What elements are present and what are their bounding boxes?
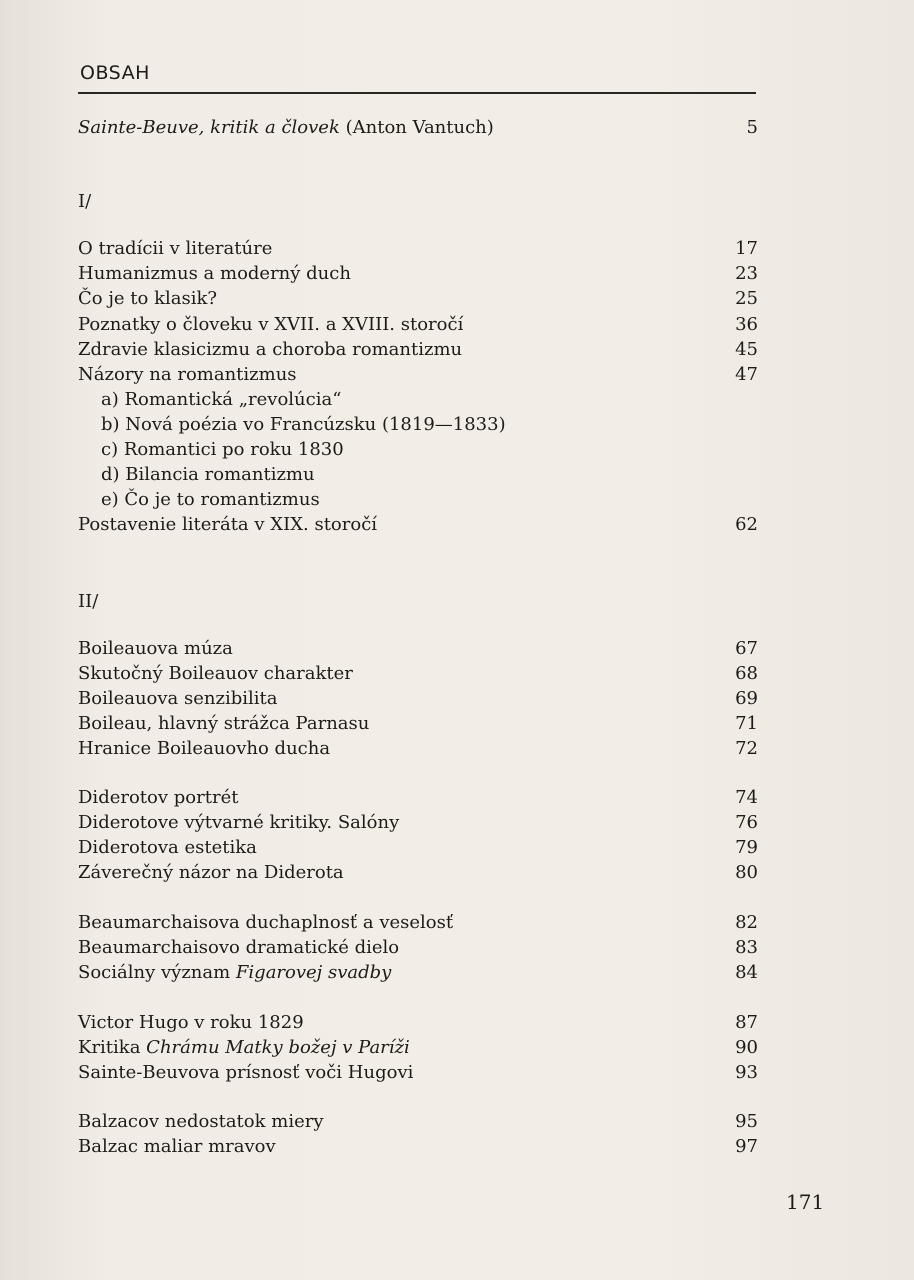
section-label-1: I/ [78,191,92,212]
toc-entry: Boileau, hlavný strážca Parnasu 71 [78,713,758,734]
toc-entry: Sainte-Beuvova prísnosť voči Hugovi 93 [78,1062,758,1083]
toc-entry: Kritika Chrámu Matky božej v Paríži 90 [78,1037,758,1058]
toc-entry: Diderotova estetika 79 [78,837,758,858]
toc-subentry: e) Čo je to romantizmus [101,489,320,510]
toc-entry: Boileauova senzibilita 69 [78,688,758,709]
toc-entry-page: 5 [746,117,758,138]
toc-entry: Humanizmus a moderný duch 23 [78,263,758,284]
toc-entry: Beaumarchaisova duchaplnosť a veselosť 82 [78,912,758,933]
toc-entry: Poznatky o človeku v XVII. a XVIII. storočí 36 [78,314,758,335]
toc-entry-title-italic: Sainte-Beuve, kritik a človek [78,117,340,138]
toc-entry: Záverečný názor na Diderota 80 [78,862,758,883]
toc-entry: Balzacov nedostatok miery 95 [78,1111,758,1132]
toc-entry-intro [78,116,758,140]
toc-entry: Boileauova múza 67 [78,638,758,659]
toc-subentry: a) Romantická „revolúcia“ [101,389,342,410]
toc-entry: O tradícii v literatúre 17 [78,238,758,259]
toc-entry: Skutočný Boileauov charakter 68 [78,663,758,684]
toc-entry: Sociálny význam Figarovej svadby 84 [78,962,758,983]
toc-subentry: b) Nová poézia vo Francúzsku (1819—1833) [101,414,506,435]
toc-entry: Diderotov portrét 74 [78,787,758,808]
toc-entry-title [78,116,494,140]
toc-entry: Názory na romantizmus 47 [78,364,758,385]
section-label-2: II/ [78,591,99,612]
toc-entry-title-author: (Anton Vantuch) [339,117,494,138]
toc-entry-title: Sociálny význam Figarovej svadby [78,962,392,983]
toc-entry: Beaumarchaisovo dramatické dielo 83 [78,937,758,958]
page-title: OBSAH [80,62,150,84]
toc-entry: Diderotove výtvarné kritiky. Salóny 76 [78,812,758,833]
toc-entry: Balzac maliar mravov 97 [78,1136,758,1157]
toc-entry: Hranice Boileauovho ducha 72 [78,738,758,759]
toc-subentry: d) Bilancia romantizmu [101,464,315,485]
toc-subentry: c) Romantici po roku 1830 [101,439,344,460]
page-header [78,58,756,94]
toc-entry: Čo je to klasik? 25 [78,288,758,309]
toc-entry: Zdravie klasicizmu a choroba romantizmu 45 [78,339,758,360]
page-number: 171 [786,1190,825,1214]
toc-entry: Postavenie literáta v XIX. storočí 62 [78,514,758,535]
toc-entry: Victor Hugo v roku 1829 87 [78,1012,758,1033]
toc-entry-title: Kritika Chrámu Matky božej v Paríži [78,1037,410,1058]
